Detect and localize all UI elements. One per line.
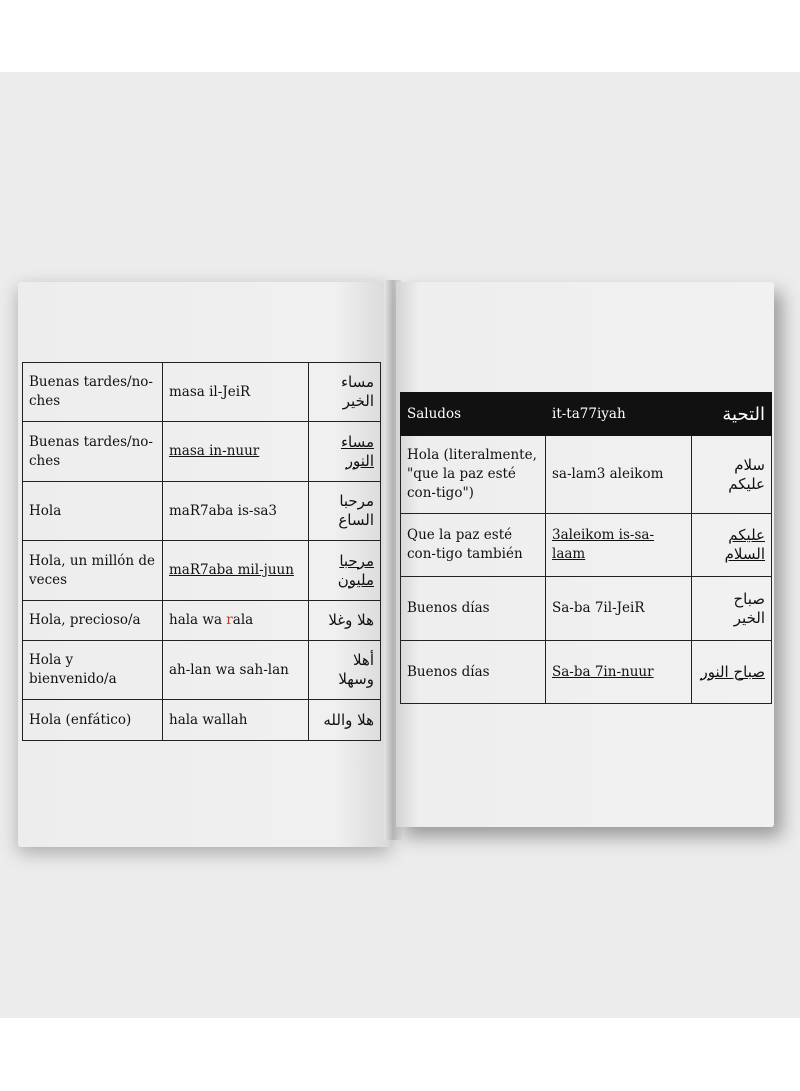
arabic-cell: مساء النور [309, 422, 381, 482]
arabic-cell: هلا وغلا [309, 601, 381, 641]
spanish-cell: Hola, precioso/a [23, 601, 163, 641]
arabic-cell: صباح النور [692, 641, 772, 704]
spanish-cell: Buenas tardes/no-ches [23, 363, 163, 422]
right-vocab-table [400, 392, 772, 704]
transliteration-cell: maR7aba mil-juun [163, 541, 309, 601]
arabic-cell: أهلا وسهلا [309, 641, 381, 700]
transliteration-cell: Sa-ba 7in-nuur [546, 641, 692, 704]
transliteration-cell: ah-lan wa sah-lan [163, 641, 309, 700]
transliteration-cell: masa in-nuur [163, 422, 309, 482]
transliteration-cell: Sa-ba 7il-JeiR [546, 577, 692, 641]
transliteration-cell: sa-lam3 aleikom [546, 436, 692, 514]
spanish-cell: Hola (enfático) [23, 700, 163, 741]
table-row [401, 436, 772, 514]
arabic-cell: سلام عليكم [692, 436, 772, 514]
table-row [401, 577, 772, 641]
arabic-cell: هلا والله [309, 700, 381, 741]
spanish-cell: Buenos días [401, 641, 546, 704]
table-row [401, 641, 772, 704]
spanish-cell: Que la paz esté con-tigo también [401, 514, 546, 577]
arabic-cell: مساء الخير [309, 363, 381, 422]
arabic-cell: مرحبا مليون [309, 541, 381, 601]
transliteration-cell: hala wallah [163, 700, 309, 741]
table-row [23, 541, 381, 601]
transliteration-cell: masa il-JeiR [163, 363, 309, 422]
transliteration-part: ala [232, 612, 254, 628]
spanish-cell: Buenas tardes/no-ches [23, 422, 163, 482]
transliteration-cell: maR7aba is-sa3 [163, 482, 309, 541]
highlighted-letter: r [226, 612, 233, 628]
left-vocab-table [22, 362, 381, 741]
table-row [23, 641, 381, 700]
spanish-cell: Hola y bienvenido/a [23, 641, 163, 700]
table-row [23, 700, 381, 741]
arabic-cell: عليكم السلام [692, 514, 772, 577]
table-row [23, 363, 381, 422]
arabic-cell: صباح الخير [692, 577, 772, 641]
table-row [401, 514, 772, 577]
spanish-cell: Hola (literalmente, "que la paz esté con-tigo") [401, 436, 546, 514]
arabic-cell: مرحبا الساع [309, 482, 381, 541]
table-row [23, 482, 381, 541]
header-spanish: Saludos [401, 393, 546, 436]
header-arabic: التحية [692, 393, 772, 436]
table-row [23, 601, 381, 641]
transliteration-part: hala wa [169, 612, 227, 628]
transliteration-cell [163, 601, 309, 641]
spanish-cell: Buenos días [401, 577, 546, 641]
header-transliteration: it-ta77iyah [546, 393, 692, 436]
spanish-cell: Hola, un millón de veces [23, 541, 163, 601]
table-row [23, 422, 381, 482]
transliteration-cell: 3aleikom is-sa-laam [546, 514, 692, 577]
spanish-cell: Hola [23, 482, 163, 541]
table-header-row [401, 393, 772, 436]
